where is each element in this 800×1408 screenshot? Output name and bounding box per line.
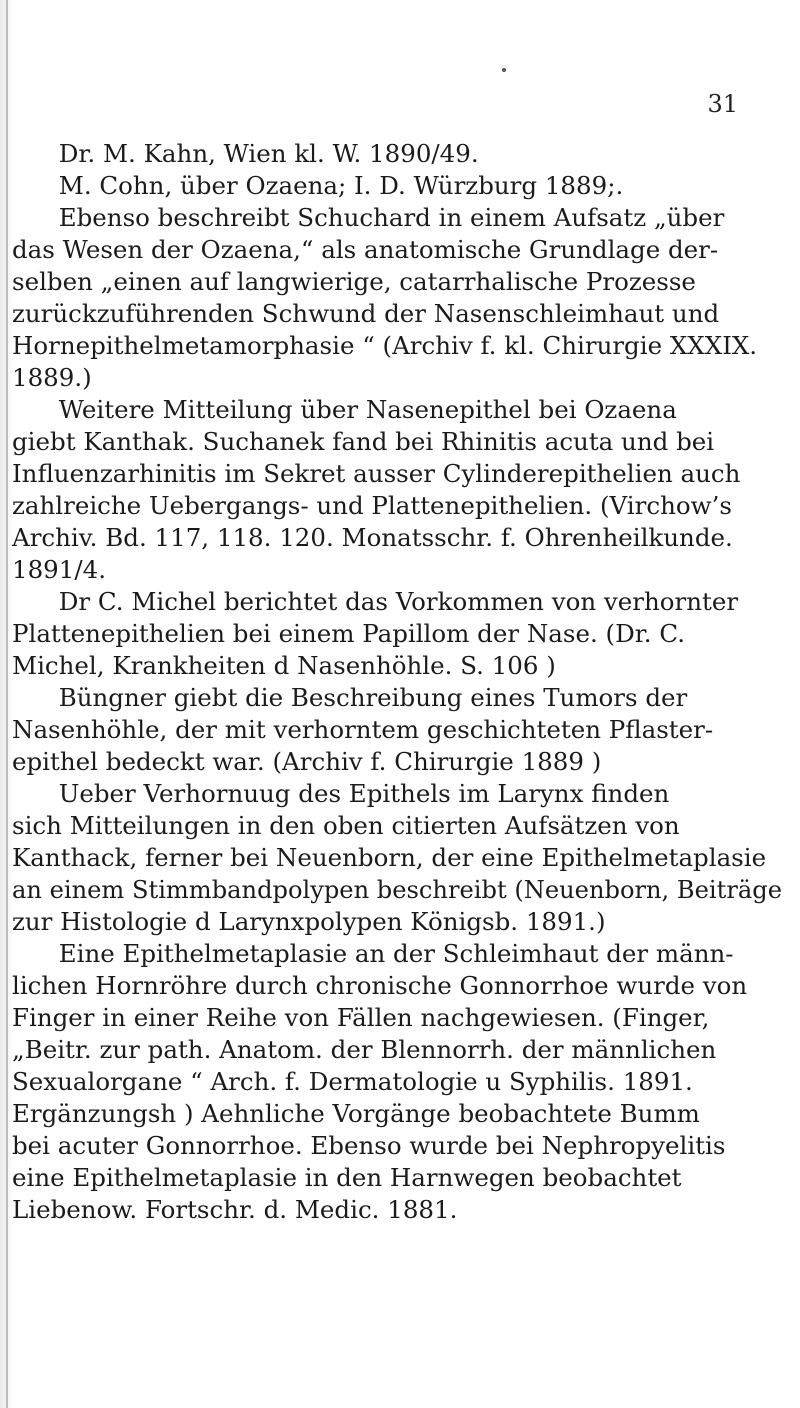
text-line: giebt Kanthak. Suchanek fand bei Rhinitis acuta und bei <box>12 427 715 456</box>
text-line: Dr C. Michel berichtet das Vorkommen von verhornter <box>12 587 739 616</box>
text-line: Finger in einer Reihe von Fällen nachgewiesen. (Finger, <box>12 1003 710 1032</box>
text-line: sich Mitteilungen in den oben citierten Aufsätzen von <box>12 811 680 840</box>
text-line: zur Histologie d Larynxpolypen Königsb. 1891.) <box>12 907 606 936</box>
text-line: M. Cohn, über Ozaena; I. D. Würzburg 1889;. <box>12 171 624 200</box>
text-line: Plattenepithelien bei einem Papillom der Nase. (Dr. C. <box>12 619 685 648</box>
text-line: Michel, Krankheiten d Nasenhöhle. S. 106 ) <box>12 651 556 680</box>
text-line: das Wesen der Ozaena,“ als anatomische Grundlage der- <box>12 235 719 264</box>
page-gutter <box>6 0 8 1408</box>
body-text <box>12 138 782 1226</box>
text-line: epithel bedeckt war. (Archiv f. Chirurgie 1889 ) <box>12 747 602 776</box>
text-line: Kanthack, ferner bei Neuenborn, der eine Epithelmetaplasie <box>12 843 767 872</box>
text-line: an einem Stimmbandpolypen beschreibt (Neuenborn, Beiträge <box>12 875 782 904</box>
text-line: Sexualorgane “ Arch. f. Dermatologie u Syphilis. 1891. <box>12 1067 693 1096</box>
text-line: zahlreiche Uebergangs- und Plattenepithelien. (Virchow’s <box>12 491 732 520</box>
text-line: Eine Epithelmetaplasie an der Schleimhaut der männ- <box>12 939 734 968</box>
text-line: „Beitr. zur path. Anatom. der Blennorrh. der männlichen <box>12 1035 717 1064</box>
text-line: selben „einen auf langwierige, catarrhalische Prozesse <box>12 267 696 296</box>
text-line: Büngner giebt die Beschreibung eines Tumors der <box>12 683 688 712</box>
text-line: 1891/4. <box>12 555 106 584</box>
text-line: lichen Hornröhre durch chronische Gonnorrhoe wurde von <box>12 971 748 1000</box>
print-speck <box>502 68 506 72</box>
text-line: Ergänzungsh ) Aehnliche Vorgänge beobachtete Bumm <box>12 1099 700 1128</box>
text-line: eine Epithelmetaplasie in den Harnwegen beobachtet <box>12 1163 682 1192</box>
text-line: Weitere Mitteilung über Nasenepithel bei Ozaena <box>12 395 677 424</box>
text-line: Archiv. Bd. 117, 118. 120. Monatsschr. f. Ohrenheilkunde. <box>12 523 733 552</box>
text-line: zurückzuführenden Schwund der Nasenschleimhaut und <box>12 299 720 328</box>
text-line: Ebenso beschreibt Schuchard in einem Aufsatz „über <box>12 203 725 232</box>
text-line: Dr. M. Kahn, Wien kl. W. 1890/49. <box>12 139 479 168</box>
text-line: Ueber Verhornuug des Epithels im Larynx finden <box>12 779 670 808</box>
text-line: Hornepithelmetamorphasie “ (Archiv f. kl. Chirurgie XXXIX. <box>12 331 758 360</box>
text-line: 1889.) <box>12 363 92 392</box>
text-line: Liebenow. Fortschr. d. Medic. 1881. <box>12 1195 458 1224</box>
text-line: Influenzarhinitis im Sekret ausser Cylinderepithelien auch <box>12 459 741 488</box>
text-line: Nasenhöhle, der mit verhorntem geschichteten Pflaster- <box>12 715 714 744</box>
page-number: 31 <box>707 90 738 118</box>
text-line: bei acuter Gonnorrhoe. Ebenso wurde bei Nephropyelitis <box>12 1131 726 1160</box>
